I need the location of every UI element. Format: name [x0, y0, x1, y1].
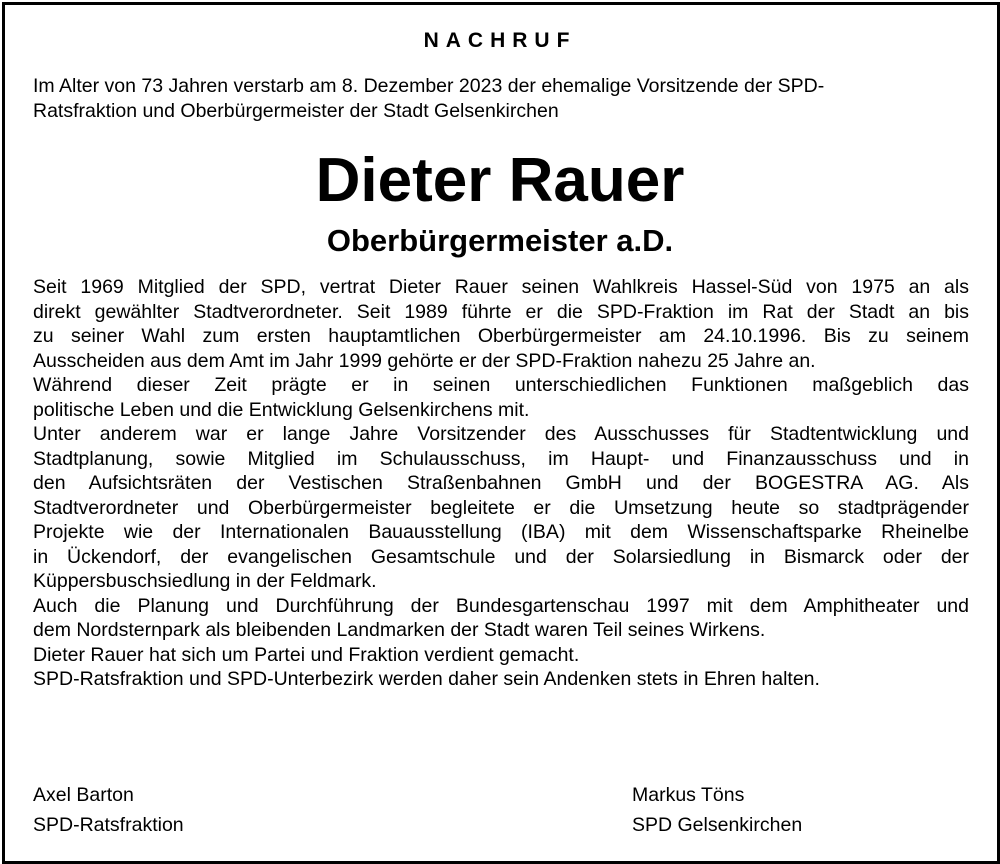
- body-line: politische Leben und die Entwicklung Gelsenkirchens mit.: [33, 398, 530, 421]
- body-line: Unter anderem war er lange Jahre Vorsitzender des Ausschusses für Stadtentwicklung und: [33, 423, 969, 445]
- body-line: Projekte wie der Internationalen Bauausstellung (IBA) mit dem Wissenschaftsparke Rheinelbe: [33, 521, 969, 543]
- intro-text: [33, 74, 973, 124]
- signer-name: Markus Töns: [632, 784, 745, 806]
- body-line: Während dieser Zeit prägte er in seinen unterschiedlichen Funktionen maßgeblich das: [33, 374, 969, 396]
- signer-organization: SPD-Ratsfraktion: [33, 814, 184, 836]
- body-line: SPD-Ratsfraktion und SPD-Unterbezirk werden daher sein Andenken stets in Ehren halten.: [33, 668, 820, 690]
- obituary-heading: NACHRUF: [423, 29, 577, 52]
- deceased-name: Dieter Rauer: [315, 146, 685, 215]
- body-line: den Aufsichtsräten der Vestischen Straßenbahnen GmbH und der BOGESTRA AG. Als: [33, 472, 969, 494]
- intro-line: Ratsfraktion und Oberbürgermeister der Stadt Gelsenkirchen: [33, 100, 559, 122]
- body-line: Dieter Rauer hat sich um Partei und Fraktion verdient gemacht.: [33, 643, 580, 666]
- body-line: Stadtplanung, sowie Mitglied im Schulausschuss, im Haupt- und Finanzausschuss und in: [33, 447, 969, 470]
- body-line: zu seiner Wahl zum ersten hauptamtlichen Oberbürgermeister am 24.10.1996. Bis zu seinem: [33, 325, 969, 347]
- signature-left: [33, 780, 184, 840]
- body-line: Auch die Planung und Durchführung der Bundesgartenschau 1997 mit dem Amphitheater und: [33, 594, 969, 617]
- body-line: in Ückendorf, der evangelischen Gesamtschule und der Solarsiedlung in Bismarck oder der: [33, 545, 969, 568]
- body-line: Ausscheiden aus dem Amt im Jahr 1999 gehörte er der SPD-Fraktion nahezu 25 Jahre an.: [33, 349, 816, 372]
- signer-name: Axel Barton: [33, 784, 134, 806]
- signer-organization: SPD Gelsenkirchen: [632, 814, 803, 836]
- obituary-body: [33, 275, 969, 692]
- signature-right: [632, 780, 802, 840]
- body-line: Küppersbuschsiedlung in der Feldmark.: [33, 570, 377, 592]
- body-line: dem Nordsternpark als bleibenden Landmarken der Stadt waren Teil seines Wirkens.: [33, 619, 766, 641]
- intro-line: Im Alter von 73 Jahren verstarb am 8. Dezember 2023 der ehemalige Vorsitzende der SPD-: [33, 75, 825, 97]
- body-line: Seit 1969 Mitglied der SPD, vertrat Dieter Rauer seinen Wahlkreis Hassel-Süd von 1975 an als: [33, 276, 969, 298]
- body-line: Stadtverordneter und Oberbürgermeister begleitete er die Umsetzung heute so stadtprägender: [33, 496, 969, 519]
- body-line: direkt gewählter Stadtverordneter. Seit 1989 führte er die SPD-Fraktion im Rat der Stadt an bis: [33, 300, 969, 323]
- deceased-office: Oberbürgermeister a.D.: [326, 223, 674, 258]
